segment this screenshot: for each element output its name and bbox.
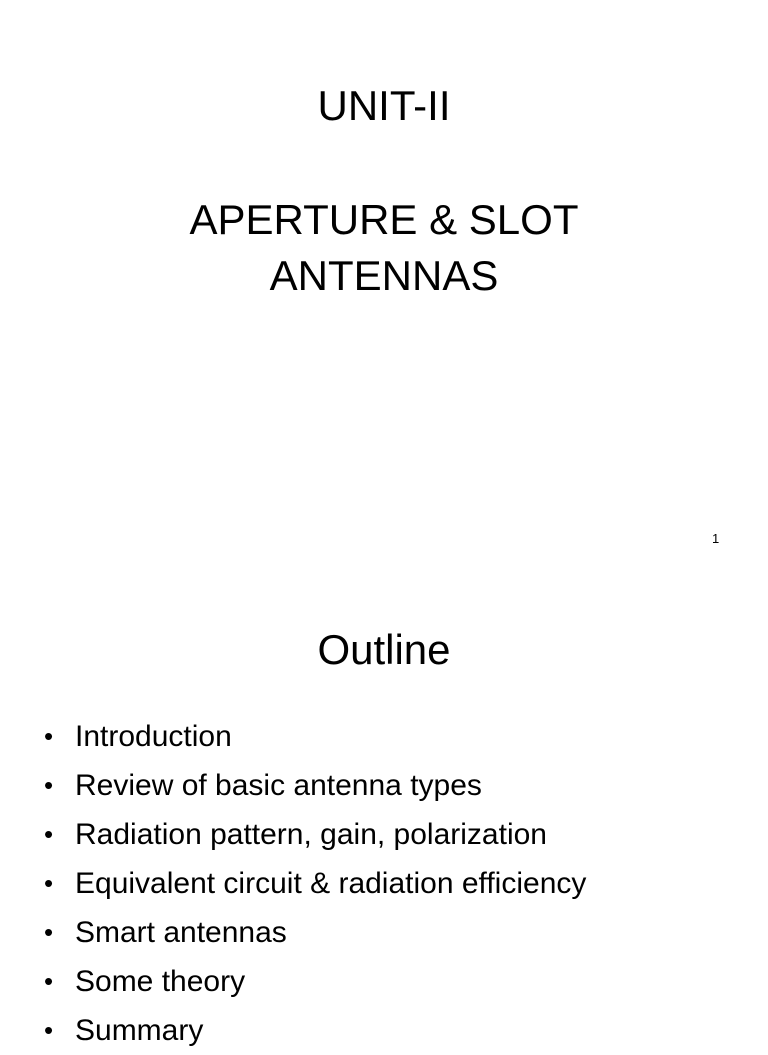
list-item	[44, 810, 586, 859]
slide-title-line-1: APERTURE & SLOT	[189, 196, 579, 243]
list-item	[44, 908, 586, 957]
list-item	[44, 712, 586, 761]
bullet-icon: •	[44, 1015, 54, 1045]
list-item	[44, 859, 586, 908]
bullet-icon: •	[44, 770, 54, 800]
list-item	[44, 761, 586, 810]
bullet-icon: •	[44, 868, 54, 898]
list-item-text: Some theory	[75, 965, 246, 998]
outline-title: Outline	[317, 626, 451, 673]
list-item-text: Introduction	[75, 720, 232, 753]
list-item-text: Summary	[75, 1014, 204, 1047]
unit-label: UNIT-II	[317, 82, 451, 129]
list-item	[44, 1006, 586, 1055]
slide-title	[0, 192, 768, 304]
bullet-icon: •	[44, 721, 54, 751]
list-item-text: Review of basic antenna types	[75, 769, 482, 802]
list-item	[44, 957, 586, 1006]
bullet-icon: •	[44, 917, 54, 947]
page-number: 1	[712, 531, 720, 546]
outline-slide	[0, 576, 768, 1047]
slide-title-line-2: ANTENNAS	[269, 252, 499, 299]
list-item-text: Radiation pattern, gain, polarization	[75, 818, 547, 851]
list-item-text: Smart antennas	[75, 916, 287, 949]
outline-list	[44, 712, 586, 1055]
bullet-icon: •	[44, 819, 54, 849]
list-item-text: Equivalent circuit & radiation efficiency	[75, 867, 587, 900]
bullet-icon: •	[44, 966, 54, 996]
